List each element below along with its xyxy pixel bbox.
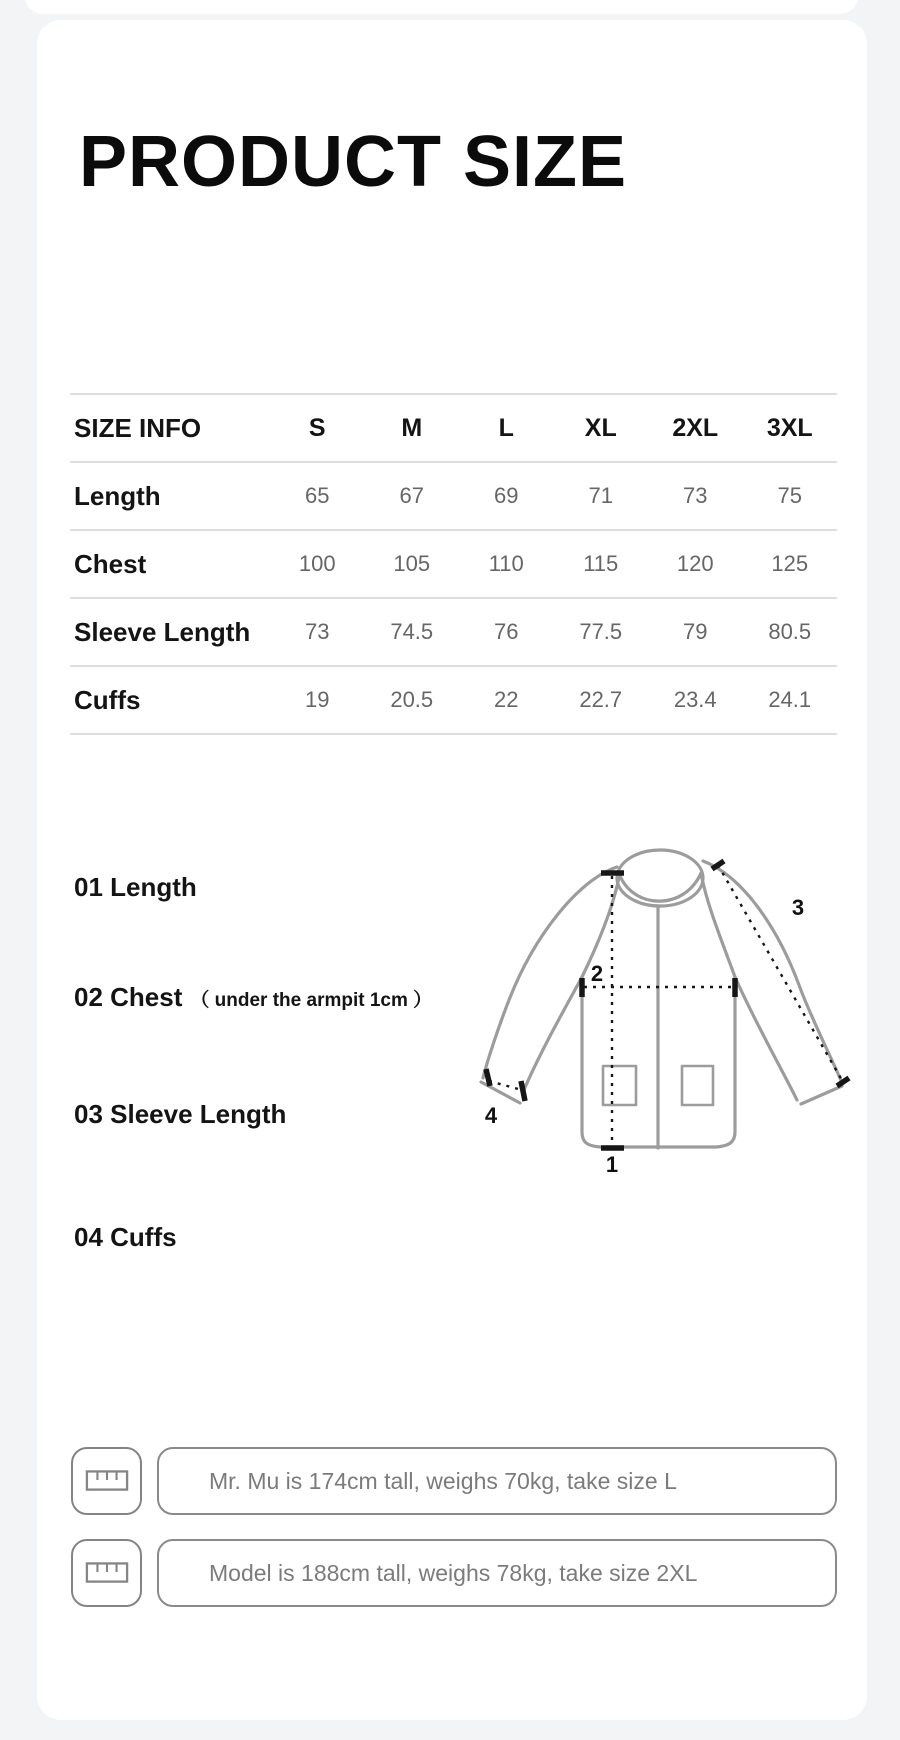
cuff-tick-right — [521, 1081, 525, 1101]
marker-4-label: 4 — [484, 1103, 498, 1128]
size-cell: 77.5 — [554, 598, 649, 666]
header-cell-l: L — [459, 394, 554, 462]
header-cell-m: M — [365, 394, 460, 462]
right-sleeve-inner — [735, 977, 797, 1100]
page-title: PRODUCT SIZE — [79, 122, 628, 202]
measure-label-text: 02 Chest — [74, 982, 183, 1012]
size-cell: 69 — [459, 462, 554, 530]
size-cell: 65 — [270, 462, 365, 530]
ruler-icon-box — [71, 1539, 142, 1607]
size-cell: 22.7 — [554, 666, 649, 734]
fit-note-text: Model is 188cm tall, weighs 78kg, take size 2XL — [209, 1559, 698, 1586]
jacket-diagram — [430, 820, 870, 1200]
left-sleeve-inner — [523, 977, 582, 1092]
jacket-diagram-svg — [430, 820, 870, 1200]
sleeve-tick-top — [712, 861, 724, 869]
marker-2-label: 2 — [590, 961, 604, 986]
size-cell: 24.1 — [743, 666, 838, 734]
table-row-cuffs — [70, 666, 837, 734]
measure-label-chest — [74, 982, 432, 1016]
size-cell: 76 — [459, 598, 554, 666]
row-label: Sleeve Length — [70, 598, 270, 666]
header-cell-3xl: 3XL — [743, 394, 838, 462]
content-card — [37, 20, 867, 1720]
size-cell: 125 — [743, 530, 838, 598]
measure-label-length — [74, 872, 197, 902]
fit-note-text: Mr. Mu is 174cm tall, weighs 70kg, take size L — [209, 1467, 677, 1494]
fit-note-box — [157, 1447, 837, 1515]
table-header-row — [70, 394, 837, 462]
size-cell: 73 — [648, 462, 743, 530]
right-pocket — [682, 1066, 713, 1105]
left-cuff-edge — [481, 1082, 520, 1103]
previous-card-bottom-edge — [25, 0, 858, 14]
row-label: Length — [70, 462, 270, 530]
ruler-icon — [85, 1469, 129, 1493]
cuff-tick-left — [486, 1069, 490, 1086]
ruler-icon — [85, 1561, 129, 1585]
header-cell-2xl: 2XL — [648, 394, 743, 462]
measure-label-text: 01 Length — [74, 872, 197, 902]
collar-outline — [617, 850, 703, 906]
table-row-length — [70, 462, 837, 530]
row-label: Cuffs — [70, 666, 270, 734]
size-cell: 71 — [554, 462, 649, 530]
size-cell: 100 — [270, 530, 365, 598]
size-cell: 19 — [270, 666, 365, 734]
row-label: Chest — [70, 530, 270, 598]
table-row-chest — [70, 530, 837, 598]
size-cell: 110 — [459, 530, 554, 598]
size-cell: 79 — [648, 598, 743, 666]
size-cell: 20.5 — [365, 666, 460, 734]
measure-label-text: 04 Cuffs — [74, 1222, 177, 1252]
fit-note-box — [157, 1539, 837, 1607]
header-cell-s: S — [270, 394, 365, 462]
table-row-sleeve-length — [70, 598, 837, 666]
marker-1-label: 1 — [605, 1152, 619, 1177]
measure-label-sleeve-length — [74, 1099, 286, 1129]
sleeve-measure-line — [718, 865, 843, 1082]
left-pocket — [603, 1066, 636, 1105]
size-cell: 105 — [365, 530, 460, 598]
size-cell: 120 — [648, 530, 743, 598]
measure-label-text: 03 Sleeve Length — [74, 1099, 287, 1129]
size-cell: 75 — [743, 462, 838, 530]
measure-label-note: （ under the armpit 1cm ） — [190, 990, 433, 1011]
right-cuff-edge — [801, 1086, 842, 1104]
header-cell-xl: XL — [554, 394, 649, 462]
marker-3-label: 3 — [791, 895, 805, 920]
size-cell: 67 — [365, 462, 460, 530]
size-cell: 80.5 — [743, 598, 838, 666]
size-cell: 74.5 — [365, 598, 460, 666]
ruler-icon-box — [71, 1447, 142, 1515]
size-cell: 22 — [459, 666, 554, 734]
size-table — [70, 393, 837, 735]
size-cell: 73 — [270, 598, 365, 666]
measure-label-cuffs — [74, 1222, 177, 1252]
size-cell: 115 — [554, 530, 649, 598]
right-raglan-seam — [701, 874, 735, 977]
size-cell: 23.4 — [648, 666, 743, 734]
header-cell-size-info: SIZE INFO — [70, 394, 270, 462]
